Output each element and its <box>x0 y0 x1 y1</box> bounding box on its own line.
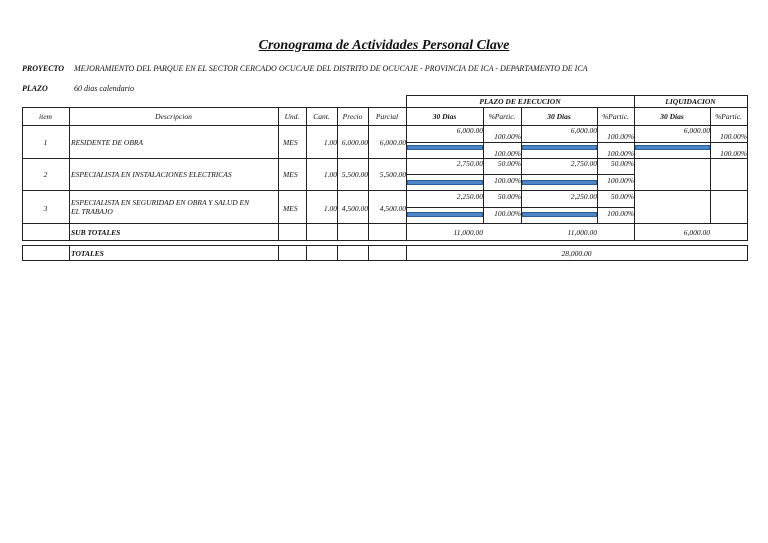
gantt-bar-p1 <box>407 180 483 185</box>
subtotal-label: SUB TOTALES <box>71 228 121 237</box>
gantt-bar-p2 <box>522 180 597 185</box>
row-p1-pct-bottom: 100.00% <box>494 149 521 158</box>
group-header-liquidation: LIQUIDACION <box>665 97 716 106</box>
row-p2-amount: 2,250.00 <box>570 192 597 201</box>
row-qty: 1.00 <box>323 204 337 213</box>
gantt-bar-liq <box>635 145 710 150</box>
row-description-line2: EL TRABAJO <box>71 207 113 216</box>
subtotal-p2: 11,000.00 <box>567 228 597 237</box>
gantt-bar-p2 <box>522 145 597 150</box>
subtotal-liq: 6,000.00 <box>683 228 710 237</box>
col-header-p2-pct: %Partic. <box>602 112 629 121</box>
page-title: Cronograma de Actividades Personal Clave <box>258 38 510 53</box>
col-header-description: Descripcion <box>155 112 192 121</box>
row-p1-amount: 6,000.00 <box>456 126 483 135</box>
col-header-item: item <box>39 112 52 121</box>
proyecto-value: MEJORAMIENTO DEL PARQUE EN EL SECTOR CERCADO OCUCAJE DEL DISTRITO DE OCUCAJE - PROVINCIA DE ICA - DEPARTAMENTO DE ICA <box>74 64 588 73</box>
row-unit: MES <box>283 204 298 213</box>
row-qty: 1.00 <box>323 170 337 179</box>
row-p2-amount: 6,000.00 <box>570 126 597 135</box>
row-item: 2 <box>43 170 48 179</box>
col-header-p1-pct: %Partic. <box>488 112 516 121</box>
row-price: 4,500.00 <box>341 204 368 213</box>
subtotal-p1: 11,000.00 <box>453 228 483 237</box>
row-item: 1 <box>43 138 48 147</box>
group-header-execution: PLAZO DE EJECUCION <box>479 97 561 106</box>
proyecto-line <box>22 64 588 73</box>
col-header-liq-pct: %Partic. <box>715 112 742 121</box>
col-header-liq-days: 30 Dias <box>660 112 684 121</box>
row-partial: 6,000.00 <box>379 138 406 147</box>
row-p2-pct: 100.00% <box>607 132 634 141</box>
col-header-price: Precio <box>342 112 363 121</box>
row-partial: 5,500.00 <box>379 170 406 179</box>
row-item: 3 <box>43 204 48 213</box>
row-p2-pct: 50.00% <box>610 159 634 168</box>
row-p1-amount: 2,750.00 <box>456 159 483 168</box>
row-p1-amount: 2,250.00 <box>456 192 483 201</box>
row-description-line1: ESPECIALISTA EN SEGURIDAD EN OBRA Y SALUD EN <box>71 198 250 207</box>
row-p1-pct: 50.00% <box>497 159 521 168</box>
col-header-unit: Und. <box>284 112 300 121</box>
col-header-p2-days: 30 Dias <box>547 112 571 121</box>
col-header-qty: Cant. <box>313 112 330 121</box>
row-liq-pct: 100.00% <box>720 132 747 141</box>
proyecto-label: PROYECTO <box>22 64 65 73</box>
row-qty: 1.00 <box>323 138 337 147</box>
row-price: 6,000.00 <box>341 138 368 147</box>
row-unit: MES <box>283 170 298 179</box>
row-p1-pct-bottom: 100.00% <box>494 209 521 218</box>
plazo-line <box>22 84 134 93</box>
row-description: ESPECIALISTA EN INSTALACIONES ELECTRICAS <box>71 170 232 179</box>
row-p2-pct-bottom: 100.00% <box>607 209 634 218</box>
row-unit: MES <box>283 138 298 147</box>
row-price: 5,500.00 <box>341 170 368 179</box>
col-header-p1-days: 30 Dias <box>432 112 457 121</box>
row-p2-pct-bottom: 100.00% <box>607 149 634 158</box>
row-liq-pct-bottom: 100.00% <box>720 149 747 158</box>
col-header-partial: Parcial <box>375 112 399 121</box>
row-partial: 4,500.00 <box>379 204 406 213</box>
total-value: 28,000.00 <box>561 249 592 258</box>
gantt-bar-p2 <box>522 212 597 217</box>
row-p2-pct: 50.00% <box>610 192 634 201</box>
row-p1-pct: 100.00% <box>494 132 521 141</box>
row-p2-amount: 2,750.00 <box>570 159 597 168</box>
row-description: RESIDENTE DE OBRA <box>71 138 144 147</box>
gantt-bar-p1 <box>407 145 483 150</box>
row-p1-pct-bottom: 100.00% <box>494 176 521 185</box>
total-label: TOTALES <box>71 249 104 258</box>
plazo-value: 60 dias calendario <box>74 84 134 93</box>
row-p2-pct-bottom: 100.00% <box>607 176 634 185</box>
row-p1-pct: 50.00% <box>497 192 521 201</box>
row-liq-amount: 6,000.00 <box>683 126 710 135</box>
gantt-bar-p1 <box>407 212 483 217</box>
plazo-label: PLAZO <box>22 84 48 93</box>
